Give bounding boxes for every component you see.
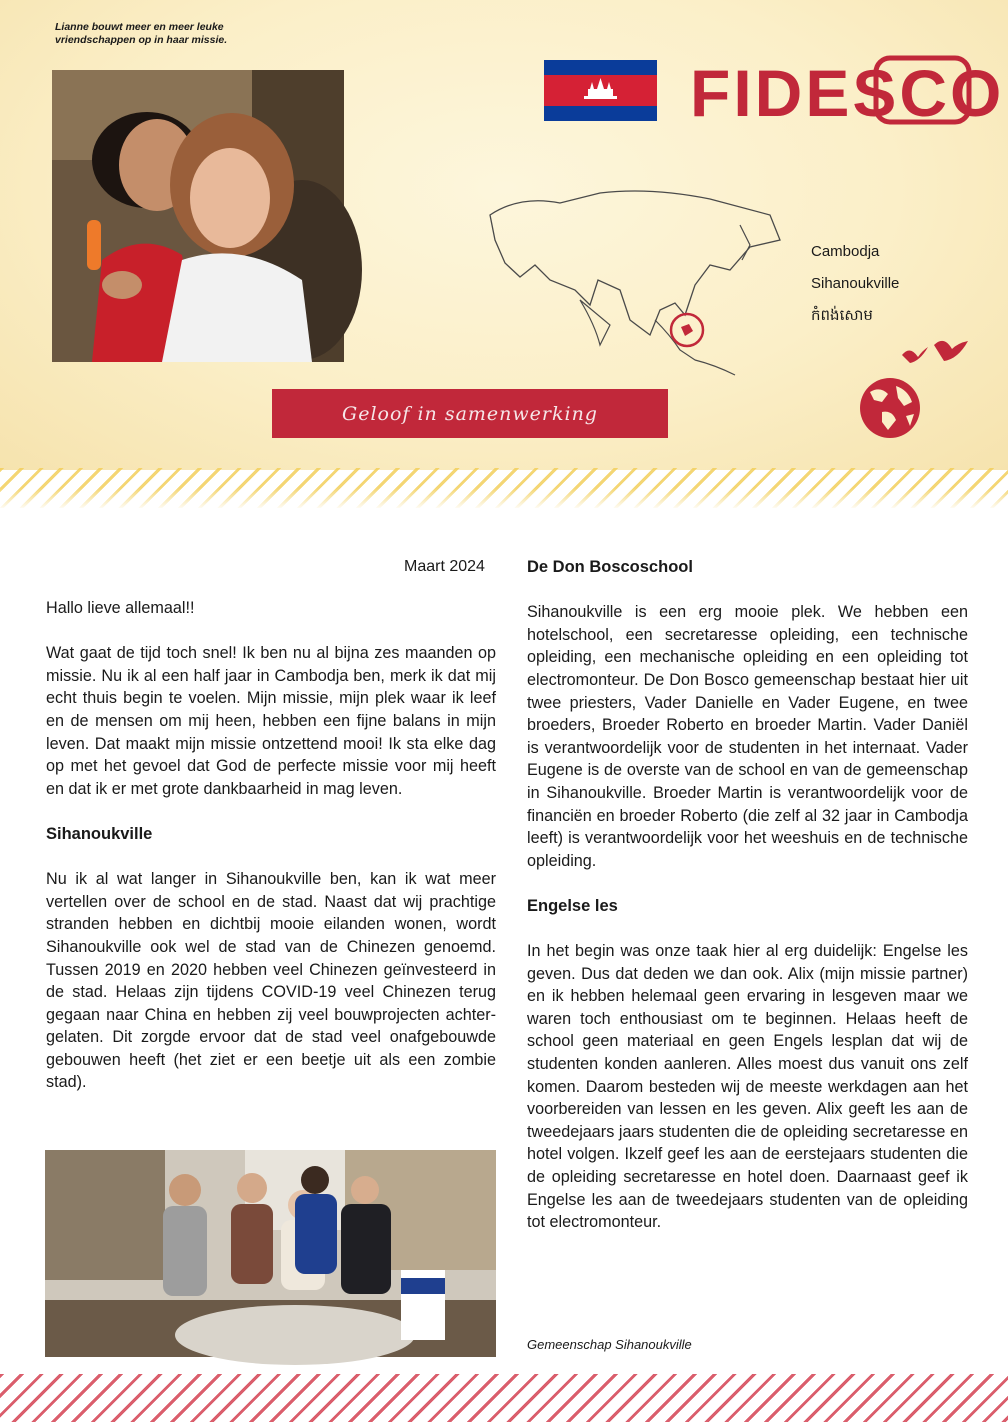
don-bosco-paragraph: Sihanoukville is een erg mooie plek. We hebben een hotelschool, een secretaresse opleiding, een technische opleiding, een mechanische opleiding en een opleiding tot electromonteur. De Don Bosco gemeenschap bestaat hier uit twee priesters, Vader Danielle en Vader Eugene, en twee broeders, Broeder Roberto en broeder Martin. Vader Daniël is verantwoordelijk voor de studenten in het internaat. Vader Eugene is de overste van de school en van de gemeenschap in Sihanoukville. Broeder Martin is verantwoordelijk voor de financiën en broeder Roberto (die zelf al 32 jaar in Cambodja leeft) is verantwoordelijk voor het weeshuis en de technische opleiding. bbox=[527, 603, 968, 870]
spacer bbox=[527, 872, 968, 895]
header-fade bbox=[0, 488, 1008, 510]
profile-photo bbox=[52, 70, 344, 362]
letter-date: Maart 2024 bbox=[404, 558, 485, 575]
location-list bbox=[811, 236, 899, 332]
photo-caption: Lianne bouwt meer en meer leuke vriendschappen op in haar missie. bbox=[55, 21, 228, 46]
section-title-don-bosco: De Don Boscoschool bbox=[527, 558, 693, 576]
location-country: Cambodja bbox=[811, 243, 880, 260]
location-city: Sihanoukville bbox=[811, 275, 900, 292]
spacer bbox=[46, 846, 496, 869]
section-title-engelse-les: Engelse les bbox=[527, 896, 618, 915]
spacer bbox=[46, 620, 496, 643]
left-column bbox=[46, 597, 496, 1094]
section-title-sihanoukville: Sihanoukville bbox=[46, 824, 153, 843]
intro-paragraph: Wat gaat de tijd toch snel! Ik ben nu al bijna zes maanden op missie. Nu ik al een half jaar in Cambodja ben, merk ik dat mij echt thuis begin te voelen. Mijn missie, mijn plek waar ik leef en de mensen om mij heen, hebben een fijne balans in mijn leven. Dat maakt mijn missie ontzettend mooi! Ik sta elke dag op met het gevoel dat God de perfecte missie voor mij heeft en dat ik er met grote dankbaarheid in mag leven. bbox=[46, 644, 496, 798]
world-map-icon bbox=[480, 185, 795, 380]
svg-text:FIDESCO: FIDESCO bbox=[690, 56, 1005, 130]
spacer bbox=[527, 918, 968, 941]
cambodia-flag-icon bbox=[544, 60, 657, 121]
fidesco-logo bbox=[690, 54, 1005, 130]
footer-stripe-border bbox=[0, 1374, 1008, 1422]
birds-icon bbox=[900, 335, 970, 375]
spacer bbox=[46, 800, 496, 823]
sihanoukville-paragraph: Nu ik al wat langer in Sihanoukville ben, kan ik wat meer vertellen over de school en de stad. Naast dat wij prachtige stranden hebben en dichtbij mooie eilanden wonen, wordt Sihanoukville ook wel de stad van de Chinezen genoemd. Tussen 2019 en 2020 hebben veel Chinezen geïnvesteerd in de stad. Helaas zijn tijdens COVID-19 veel Chinezen terug gegaan naar China en hebben zij veel bouwprojecten achter-gelaten. Dit zorgde ervoor dat de stad veel onafgebouwde gebouwen heeft (het ziet er een beetje uit als een zombie stad). bbox=[46, 870, 496, 1092]
slogan-text: Geloof in samenwerking bbox=[342, 402, 598, 425]
group-photo bbox=[45, 1150, 496, 1357]
greeting: Hallo lieve allemaal!! bbox=[46, 599, 195, 617]
slogan-banner bbox=[272, 389, 668, 438]
engelse-les-paragraph: In het begin was onze taak hier al erg duidelijk: Engelse les geven. Dus dat deden we dan ook. Alix (mijn missie partner) en ik hebben helemaal geen ervaring in lesgeven maar we waren toch enthousiast om te beginnen. Helaas heeft de school geen materiaal en geen Engels lesplan dat wij de studenten konden aanleren. Alles moest dus vanuit ons zelf komen. Daarom besteden wij de meeste werkdagen aan het voorbereiden van lessen en les geven. Alix geeft les aan de tweedejaars jaars studenten die de opleiding secretaresse en hotel volgen. Ikzelf geef les aan de eerstejaars studenten die de opleiding secretaresse en hotel doen. Daarnaast geef ik Engelse les aan de tweedejaars studenten van de opleiding tot electromonteur. bbox=[527, 942, 968, 1232]
location-khmer: កំពង់សោម bbox=[811, 307, 873, 324]
right-column bbox=[527, 556, 968, 1234]
globe-icon bbox=[852, 372, 928, 440]
group-photo-caption: Gemeenschap Sihanoukville bbox=[527, 1337, 692, 1352]
spacer bbox=[527, 579, 968, 602]
